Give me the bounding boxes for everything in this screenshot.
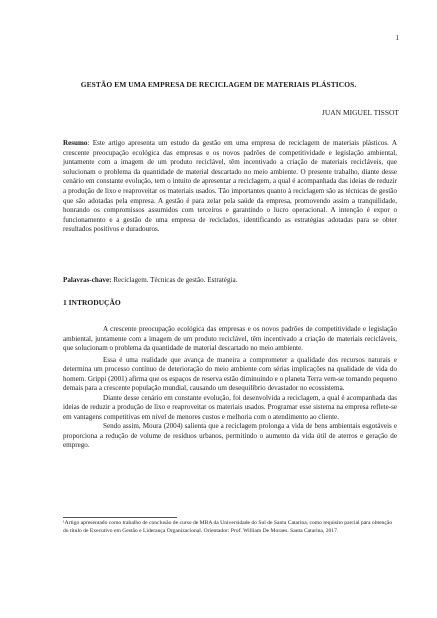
paragraph: Sendo assim, Moura (2004) salienta que a reciclagem prolonga a vida de bens ambientais esgotáveis e proporciona a redução de volume de resíduos urbanos, permitindo o aumento da vida útil de aterros e geração de emprego. bbox=[63, 422, 397, 449]
author-name: JUAN MIGUEL TISSOT bbox=[321, 108, 399, 117]
footnote: ¹Artigo apresentado como trabalho de conclusão de curso de MBA da Universidade do Sul de Santa Catarina, como requisito parcial para obtenção do título de Executivo em Gestão e Liderança Organizacional. Orientador: Prof. William De Moraes. Santa Catarina, 2017. bbox=[63, 520, 393, 534]
footnote-divider bbox=[63, 517, 177, 518]
paragraph: Essa é uma realidade que avança de maneira a comprometer a qualidade dos recursos naturais e determina um processo contínuo de deterioração do meio ambiente com sérias implicações na qualidade de vida do homem. Grippi (2001) afirma que os espaços de reserva estão diminuindo e o planeta Terra vem-se tornando pequeno demais para a crescente população mundial, causando um desequilíbrio devastador no ecossistema. bbox=[63, 355, 397, 392]
abstract-label: Resumo bbox=[63, 139, 88, 147]
keywords-text: Reciclagem. Técnicas de gestão. Estratégia. bbox=[111, 276, 238, 284]
paper-title: GESTÃO EM UMA EMPRESA DE RECICLAGEM DE MATERIAIS PLÁSTICOS. bbox=[80, 80, 357, 89]
abstract bbox=[63, 139, 397, 235]
paragraph: Diante desse cenário em constante evolução, foi desenvolvida a reciclagem, a qual é acompanhada das ideias de reduzir a produção de lixo e reaproveitar os materiais usados. Programar esse sistema na empresa reflete-se em vantagens competitivas em nível de menores custos e melhoria com o atendimento ao cliente. bbox=[63, 393, 397, 421]
abstract-text: : Este artigo apresenta um estudo da gestão em uma empresa de reciclagem de materiais plásticos. A crescente preocupação ecológica das empresas e os novos padrões de competitividade e legislação ambiental, juntamente com a imagem de um produto reciclável, têm incentivado a criação de materiais recicláveis, que solucionam o problema da quantidade de material descartado no meio ambiente. O presente trabalho, diante desse cenário em constante evolução, tem o intuito de apresentar a reciclagem, a qual é acompanhada das ideias de reduzir a produção de lixo e reaproveitar os materiais usados. Tão importantes quanto à reciclagem são as técnicas de gestão que são adotadas pela empresa. A gestão é para zelar pela saúde da empresa, promovendo assim a tranquilidade, honrando os compromissos assumidos com terceiros e garantindo o lucro operacional. A intenção é expor o funcionamento e a gestão de uma empresa de reciclados, identificando as estratégias adotadas para se obter resultados positivos e duradouros. bbox=[63, 139, 397, 234]
paragraph: A crescente preocupação ecológica das empresas e os novos padrões de competitividade e legislação ambiental, juntamente com a imagem de um produto reciclável, têm incentivado a criação de materiais recicláveis, que solucionam o problema da quantidade de material descartado no meio ambiente. bbox=[63, 325, 397, 352]
keywords-label: Palavras-chave: bbox=[63, 276, 112, 284]
introduction-body bbox=[63, 325, 397, 451]
page-number: 1 bbox=[395, 34, 399, 42]
keywords bbox=[63, 276, 397, 284]
section-heading: 1 INTRODUÇÃO bbox=[63, 298, 121, 307]
